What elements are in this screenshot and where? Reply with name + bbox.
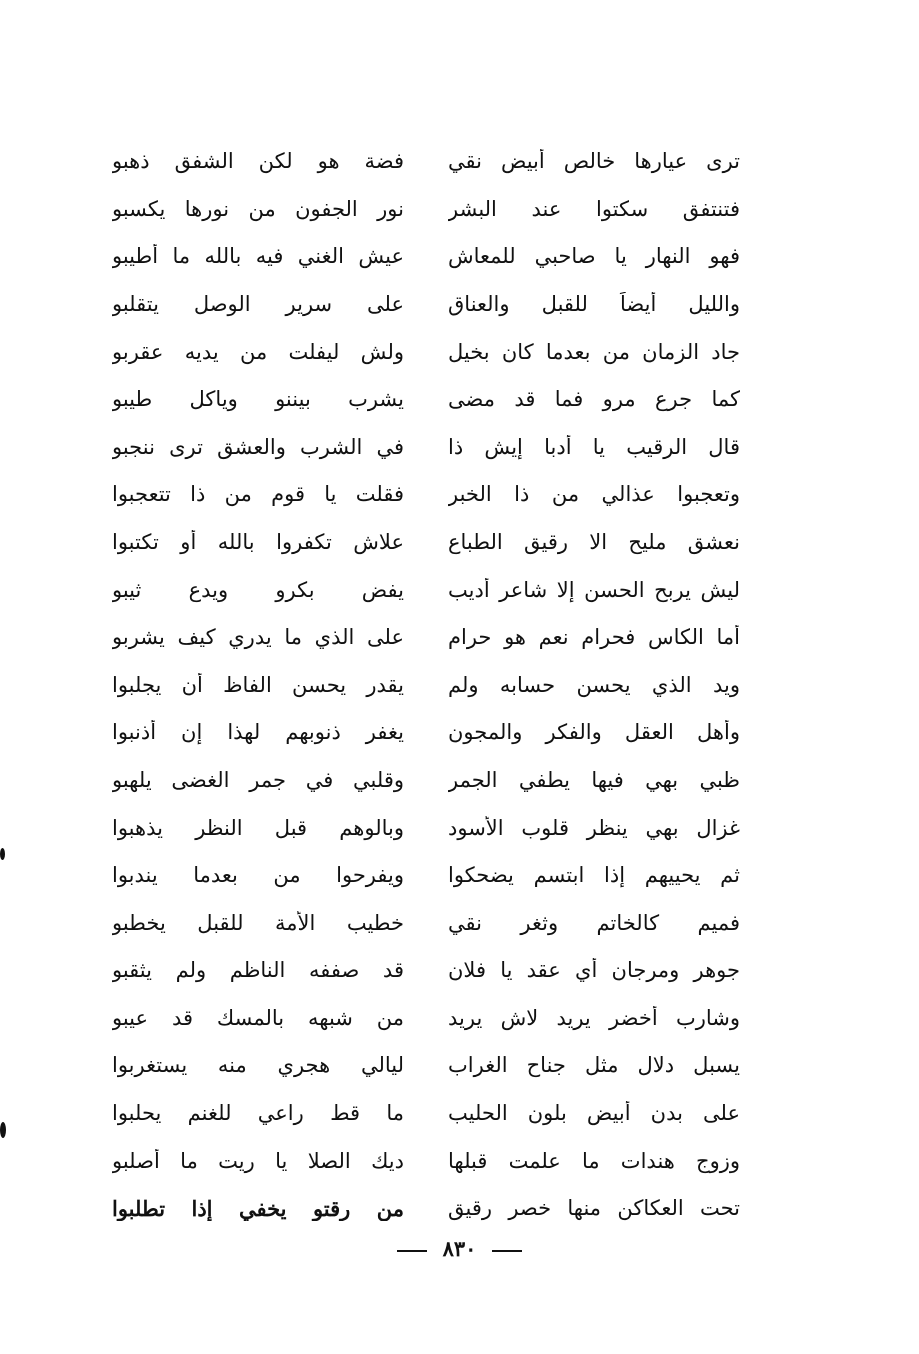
hemistich-right: تحت العكاكن منها خصر رقيق [448,1196,740,1221]
hemistich-right: على بدن أبيض بلون الحليب [448,1101,740,1126]
hemistich-left: على سرير الوصل يتقلبو [112,291,404,316]
verse-line [112,138,740,186]
hemistich-left: من رقتو يخفي إذا تطلبوا [112,1196,404,1222]
hemistich-left: ديك الصلا يا ريت ما أصلبو [112,1148,404,1173]
hemistich-left: قد صففه الناظم ولم يثقبو [112,958,404,983]
page-number: ٨٣٠ [442,1236,477,1261]
verse-line [112,757,740,805]
hemistich-left: نور الجفون من نورها يكسبو [112,196,404,221]
hemistich-right: ثم يحييهم إذا ابتسم يضحكوا [448,863,740,888]
verse-line [112,471,740,519]
hemistich-left: وبالوهم قبل النظر يذهبوا [112,815,404,840]
verse-line [112,614,740,662]
verse-line [112,566,740,614]
poem-body [112,138,740,1233]
hemistich-left: ما قط راعي للغنم يحلبوا [112,1101,404,1126]
verse-line [112,186,740,234]
hemistich-right: ظبي بهي فيها يطفي الجمر [448,767,740,792]
hemistich-right: قال الرقيب يا أدبا إيش ذا [448,434,740,459]
hemistich-left: ولش ليفلت من يديه عقربو [112,339,404,364]
hemistich-left: يفض بكرو ويدع ثيبو [112,577,404,602]
hemistich-right: فهو النهار يا صاحبي للمعاش [448,244,740,269]
hemistich-left: وقلبي في جمر الغضى يلهبو [112,767,404,792]
page-number-dash-left [397,1250,427,1252]
hemistich-left: فقلت يا قوم من ذا تتعجبوا [112,482,404,507]
hemistich-right: وزوج هندات ما علمت قبلها [448,1148,740,1173]
verse-line [112,1137,740,1185]
verse-line [112,662,740,710]
verse-line [112,519,740,567]
hemistich-right: جوهر ومرجان أي عقد يا فلان [448,958,740,983]
hemistich-left: فضة هو لكن الشفق ذهبو [112,149,404,174]
verse-line [112,281,740,329]
hemistich-right: وتعجبوا عذالي من ذا الخبر [448,482,740,507]
hemistich-left: يقدر يحسن الفاظ أن يجلبوا [112,672,404,697]
verse-line [112,1185,740,1233]
verse-line [112,804,740,852]
hemistich-right: ترى عيارها خالص أبيض نقي [448,149,740,174]
verse-line [112,900,740,948]
scan-speck [0,1122,6,1138]
scan-speck [0,848,5,860]
hemistich-left: يشرب بيننو وياكل طيبو [112,387,404,412]
hemistich-left: ليالي هجري منه يستغربوا [112,1053,404,1078]
hemistich-left: على الذي ما يدري كيف يشربو [112,625,404,650]
hemistich-right: جاد الزمان من بعدما كان بخيل [448,339,740,364]
hemistich-right: فميم كالخاتم وثغر نقي [448,910,740,935]
hemistich-left: يغفر ذنوبهم لهذا إن أذنبوا [112,720,404,745]
hemistich-right: غزال بهي ينظر قلوب الأسود [448,815,740,840]
verse-line [112,1090,740,1138]
hemistich-left: في الشرب والعشق ترى ننجبو [112,434,404,459]
hemistich-right: ويد الذي يحسن حسابه ولم [448,672,740,697]
hemistich-right: والليل أيضاً للقبل والعناق [448,291,740,316]
page-number-line [0,1236,919,1261]
verse-line [112,376,740,424]
hemistich-right: ليش يربح الحسن إلا شاعر أديب [448,577,740,602]
verse-line [112,852,740,900]
verse-line [112,233,740,281]
hemistich-right: وأهل العقل والفكر والمجون [448,720,740,745]
hemistich-right: كما جرع مرو فما قد مضى [448,387,740,412]
hemistich-right: يسبل دلال مثل جناح الغراب [448,1053,740,1078]
hemistich-right: فتنتفق سكتوا عند البشر [448,196,740,221]
hemistich-left: ويفرحوا من بعدما يندبوا [112,863,404,888]
hemistich-right: أما الكاس فحرام نعم هو حرام [448,625,740,650]
hemistich-right: وشارب أخضر يريد لاش يريد [448,1005,740,1030]
hemistich-left: عيش الغني فيه بالله ما أطيبو [112,244,404,269]
verse-line [112,709,740,757]
hemistich-left: خطيب الأمة للقبل يخطبو [112,910,404,935]
page-number-dash-right [492,1250,522,1252]
hemistich-right: نعشق مليح الا رقيق الطباع [448,529,740,554]
hemistich-left: علاش تكفروا بالله أو تكتبوا [112,529,404,554]
verse-line [112,995,740,1043]
verse-line [112,1042,740,1090]
hemistich-left: من شبهه بالمسك قد عيبو [112,1005,404,1030]
verse-line [112,947,740,995]
verse-line [112,424,740,472]
verse-line [112,328,740,376]
